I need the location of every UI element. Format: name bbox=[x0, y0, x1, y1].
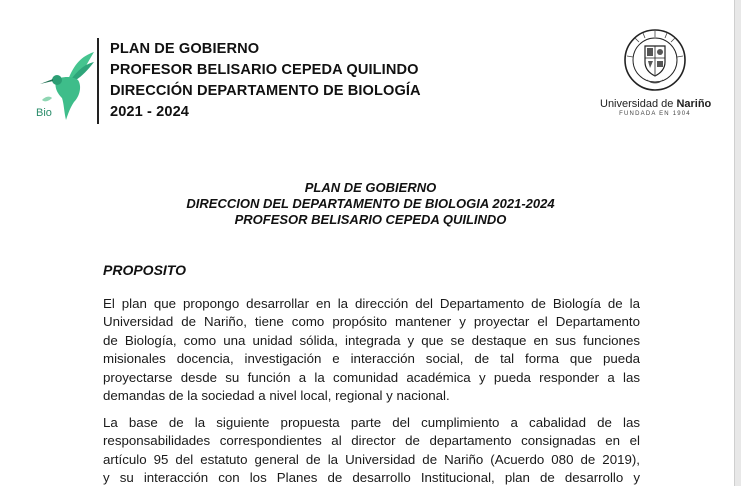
paragraph-line: artículo 95 del estatuto general de la Universidad de Nariño (Acuerdo 080 de 2019), bbox=[103, 451, 640, 467]
paragraph-line: proyectarse desde su función a la comunidad académica y pueda responder a las bbox=[103, 369, 640, 385]
paragraph-line: responsabilidades correspondientes al director de departamento consignadas en el bbox=[103, 433, 640, 449]
paragraph-line: y su interacción con los Planes de desarrollo Institucional, plan de desarrollo y bbox=[103, 470, 640, 486]
paragraph-line: misionales docencia, investigación e interacción social, de tal forma que pueda bbox=[103, 351, 640, 367]
header-title-block bbox=[110, 39, 421, 123]
university-founded: FUNDADA EN 1904 bbox=[619, 111, 691, 117]
paragraph bbox=[103, 414, 640, 488]
document-header bbox=[0, 0, 735, 140]
title-line: DIRECCION DEL DEPARTAMENTO DE BIOLOGIA 2021-2024 bbox=[186, 196, 555, 211]
header-line: PROFESOR BELISARIO CEPEDA QUILINDO bbox=[110, 62, 419, 78]
title-line: PROFESOR BELISARIO CEPEDA QUILINDO bbox=[234, 212, 507, 227]
university-name-bold: Nariño bbox=[676, 98, 712, 110]
university-name-prefix: Universidad de bbox=[600, 98, 677, 110]
paragraph-line: La base de la siguiente propuesta parte del cumplimiento a cabalidad de las bbox=[103, 415, 640, 430]
header-line: 2021 - 2024 bbox=[110, 104, 189, 120]
paragraph-line: El plan que propongo desarrollar en la dirección del Departamento de Biología de la bbox=[103, 296, 640, 311]
hummingbird-icon bbox=[28, 40, 108, 124]
header-line: PLAN DE GOBIERNO bbox=[110, 41, 260, 57]
document-title bbox=[0, 180, 741, 228]
header-line: DIRECCIÓN DEPARTAMENTO DE BIOLOGÍA bbox=[110, 83, 421, 99]
page-edge bbox=[734, 0, 741, 486]
header-divider bbox=[97, 38, 99, 124]
paragraph-line: Universidad de Nariño, tiene como propósito mantener y proyectar el Departamento bbox=[103, 314, 640, 330]
paragraph bbox=[103, 295, 640, 405]
paragraph-line: demandas de la sociedad a nivel local, regional y nacional. bbox=[103, 387, 450, 403]
section-heading: PROPOSITO bbox=[103, 262, 186, 278]
bio-logo-text: Bio bbox=[36, 107, 52, 119]
university-seal-icon bbox=[623, 28, 687, 92]
title-line: PLAN DE GOBIERNO bbox=[304, 180, 437, 195]
university-logo bbox=[600, 28, 710, 117]
paragraph-line: de Biología, como una unidad sólida, integrada y que se destaque en sus funciones bbox=[103, 332, 640, 348]
university-name bbox=[600, 98, 710, 110]
